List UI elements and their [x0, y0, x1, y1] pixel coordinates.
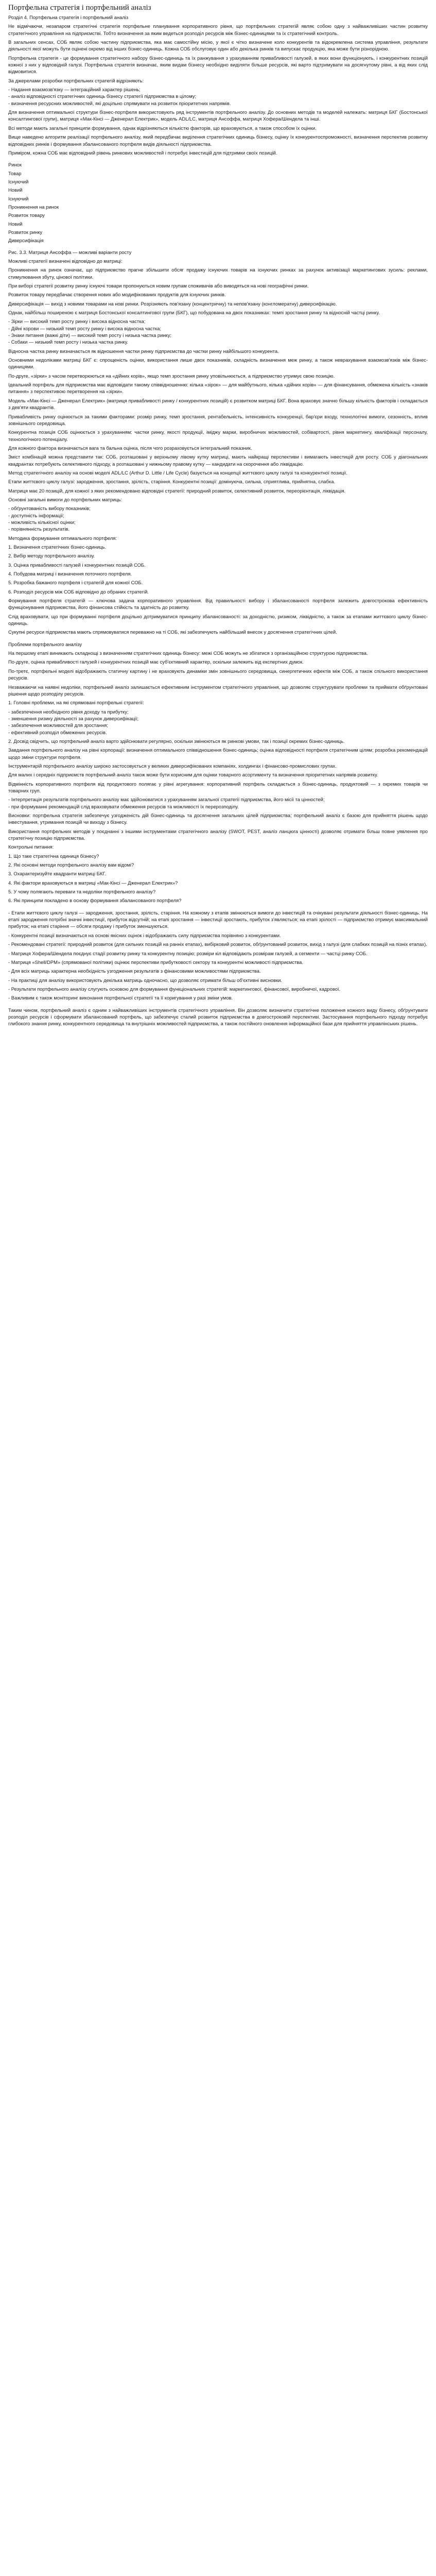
paragraph: 6. Розподіл ресурсів між СОБ відповідно до обраних стратегій. — [8, 588, 149, 595]
paragraph: Портфельна стратегія - це формування стратегічного набору бізнес-одиниць та їх ранжування з урахуванням привабливості галузей, в яких вони функціонують, і конкурентних позицій кожної з них у відповідній галузі. Портфельна стратегія визначає, яким видам бізнесу необхідно виділяти більше ресурсів, які варто підтримувати на досягнутому рівні, а від яких слід відмовитися. — [8, 55, 429, 75]
paragraph: Привабливість ринку оцінюється за такими факторами: розмір ринку, темп зростання, рентабельність, інтенсивність конкуренції, бар'єри входу, технологічні вимоги, сезонність, вплив зовнішнього середовища. — [8, 413, 429, 426]
paragraph: Матриця має 20 позицій, для кожної з яких рекомендовано відповідні стратегії: природний розвиток, селективний розвиток, переорієнтація, ліквідація. — [8, 487, 346, 494]
paragraph: 1. Що таке стратегічна одиниця бізнесу? — [8, 853, 99, 859]
paragraph: Не відмічаючи, незапаром стратегічні стратегія портфельне планування корпоративного рівня, що портфельних стратегій являє собою одну з найважливіших частин розвитку стратегічного управління на підприємстві. Тобто визначення за яким ведеться розподіл ресурсів між бізнес-одиницями та їх стратегічний контроль. — [8, 23, 429, 36]
paragraph: В загальних сенсах, СОБ являє собою частину підприємства, яка має самостійну місію, у якої є чітко визначене коло конкурентів та відокремлена система управління, результати діяльності якої можуть бути оцінені окремо від інших бізнес-одиниць. Кожна СОБ обслуговує один або декілька ринків та випускає продукцію, яка може бути різнорідною. — [8, 39, 429, 52]
paragraph: Ідеальний портфель для підприємства має відповідати такому співвідношенню: кілька «зірок» — для майбутнього, кілька «дійних корів» — для фінансування, обмежена кількість «знаків питання» з перспективою перетворення на «зірки». — [8, 382, 429, 395]
paragraph: - Результати портфельного аналізу слугують основою для формування функціональних стратегій: маркетингової, фінансової, виробничої, кадрової. — [8, 986, 341, 992]
paragraph: 2. Досвід свідчить, що портфельний аналіз варто здійснювати регулярно, оскільки змінюються як ринкові умови, так і позиції окремих бізнес-одиниць. — [8, 738, 345, 744]
paragraph: По-друге, оцінка привабливості галузей і конкурентних позицій має суб'єктивний характер, оскільки залежить від експертних думок. — [8, 659, 304, 665]
paragraph: Розвиток товару передбачає створення нових або модифікованих продуктів для існуючих ринків. — [8, 292, 226, 298]
paragraph: Розділ 4. Портфельна стратегія і портфельний аналіз — [8, 14, 129, 20]
paragraph: 3. Охарактеризуйте квадранти матриці БКГ. — [8, 871, 106, 877]
paragraph: Методика формування оптимального портфеля: — [8, 535, 117, 541]
paragraph: Висновки: портфельна стратегія забезпечує узгодженість дій бізнес-одиниць та досягнення загальних цілей підприємства; портфельний аналіз є базою для прийняття рішень щодо інвестування, утримання позицій чи виходу з бізнесу. — [8, 812, 429, 825]
list-item: Новий — [8, 187, 23, 193]
paragraph: Етапи життєвого циклу галузі: зародження, зростання, зрілість, старіння. Конкурентні позиції: домінуюча, сильна, сприятлива, прийнятна, слабка. — [8, 479, 336, 485]
paragraph: - Матриця Хофера/Шендела поєднує стадії розвитку ринку та конкурентну позицію; розміри кіл відповідають розмірам галузей, а сегменти — частці ринку СОБ. — [8, 950, 368, 956]
paragraph: - Надання взаємозв'язку — інтеграційний характер рішень; - аналіз відповідності стратегічних одиниць бізнесу стратегії підприємства в цілому; - визначення ресурсних можливостей, які доцільно спрямувати на розвиток пріоритетних напрямів. — [8, 87, 231, 106]
paragraph: Сукупні ресурси підприємства мають спрямовуватися переважно на ті СОБ, які забезпечують найбільший внесок у досягнення стратегічних цілей. — [8, 629, 337, 635]
paragraph: Основні загальні вимоги до портфельних матриць: — [8, 496, 123, 502]
list-item: Проникнення на ринок — [8, 204, 59, 210]
paragraph: За джерелами розробки портфельних стратегій відрізняють: — [8, 77, 144, 83]
list-item: Товар — [8, 170, 22, 176]
paragraph: 5. У чому полягають переваги та недоліки портфельного аналізу? — [8, 889, 156, 895]
list-item: Існуючий — [8, 178, 29, 184]
paragraph: Проблеми портфельного аналізу — [8, 641, 82, 647]
paragraph: 6. Які принципи покладено в основу формування збалансованого портфеля? — [8, 897, 182, 904]
paragraph: Диверсифікація — вихід з новими товарами на нові ринки. Розрізняють пов'язану (концентричну) та непов'язану (конгломератну) диверсифікацію. — [8, 300, 337, 307]
paragraph: Приміром, кожна СОБ має відповідний рівень ринкових можливостей і потребує інвестицій для підтримки своїх позицій. — [8, 149, 277, 156]
list-item: Ринок — [8, 162, 22, 168]
paragraph: 3. Оцінка привабливості галузей і конкурентних позицій СОБ. — [8, 562, 146, 568]
paragraph: При виборі стратегії розвитку ринку існуючі товари пропонуються новим групам споживачів або виводяться на нові географічні ринки. — [8, 283, 309, 289]
paragraph: - забезпечення необхідного рівня доходу та прибутку; - зменшення ризику діяльності за рахунок диверсифікації; - забезпечення можливостей для зростання; - ефективний розподіл обмежених ресурсів. — [8, 708, 139, 735]
list-item: Розвиток ринку — [8, 229, 43, 235]
paragraph: 2. Які основні методи портфельного аналізу вам відомі? — [8, 862, 134, 868]
paragraph: Використання портфельних методів у поєднанні з іншими інструментами стратегічного аналізу (SWOT, PEST, аналіз ланцюга цінності) дозволяє отримати більш повне уявлення про стратегічну позицію підприємства. — [8, 828, 429, 841]
paragraph: Можливі стратегії визначені відповідно до матриці: — [8, 258, 123, 264]
paragraph: Однак, найбільш поширеною є матриця Бостонської консалтингової групи (БКГ), що побудована на двох показниках: темпі зростання ринку та відносній частці ринку. — [8, 310, 380, 316]
paragraph: Відносна частка ринку визначається як відношення частки ринку підприємства до частки ринку найбільшого конкурента. — [8, 348, 279, 354]
paragraph: Модель «Мак-Кінсі — Дженерал Електрик» (матриця привабливості ринку / конкурентних позицій) є розвитком матриці БКГ. Вона враховує значно більшу кількість факторів і складається з дев'яти квадрантів. — [8, 397, 429, 411]
list-item: Існуючий — [8, 195, 29, 201]
paragraph: - Зірки — високий темп росту ринку і висока відносна частка; - Дійні корови — низький темп росту ринку і висока відносна частка; - Знаки питання (важкі діти) — високий темп росту і низька частка ринку; - Собаки — низький темп росту і низька частка ринку. — [8, 318, 172, 345]
paragraph: Таким чином, портфельний аналіз є одним з найважливіших інструментів стратегічного управління. Він дозволяє визначити стратегічне положення кожного виду бізнесу, обґрунтувати розподіл ресурсів і сформувати збалансований портфель, що забезпечує сталий розвиток підприємства в довгостроковій перспективі. Застосування портфельного підходу потребує глибокого знання ринку, конкурентного середовища та внутрішніх можливостей підприємства, а також постійного оновлення інформаційної бази для прийняття управлінських рішень. — [8, 1007, 429, 1027]
paragraph: - Важливим є також моніторинг виконання портфельної стратегії та її коригування у разі зміни умов. — [8, 995, 233, 1001]
list-item: Розвиток товару — [8, 212, 45, 218]
paragraph: - Для всіх матриць характерна необхідність узгодження результатів з фінансовими можливостями підприємства. — [8, 968, 261, 974]
paragraph: - обґрунтованість вибору показників; - доступність інформації; - можливість кількісної оцінки; - порівнянність результатів. — [8, 505, 91, 532]
paragraph: Основними недоліками матриці БКГ є: спрощеність оцінки, використання лише двох показників, складність визначення меж ринку, а також неврахування взаємозв'язків між бізнес-одиницями. — [8, 357, 428, 370]
paragraph: - Інтерпретація результатів портфельного аналізу має здійснюватися з урахуванням загальної стратегії підприємства, його місії та цінностей; - при формуванні рекомендацій слід враховувати обмеження ресурсів та можливості їх перерозподілу. — [8, 796, 325, 809]
paragraph: 2. Вибір методу портфельного аналізу. — [8, 553, 95, 559]
paragraph: - Конкурентні позиції визначаються на основі якісних оцінок і відображають силу підприємства порівняно з конкурентами. — [8, 932, 281, 938]
paragraph: Для кожного фактора визначається вага та бальна оцінка, після чого розраховується інтегральний показник. — [8, 445, 252, 451]
paragraph: - На практиці для аналізу використовують декілька матриць одночасно, що дозволяє отримати більш об'єктивні висновки. — [8, 977, 282, 983]
paragraph: Завдання портфельного аналізу на рівні корпорації: визначення оптимального співвідношення бізнес-одиниць; оцінка відповідності портфеля стратегічним цілям; розробка рекомендацій щодо зміни структури портфеля. — [8, 747, 429, 760]
paragraph: - Матриця «Shell/DPM» (спрямованої політики) оцінює перспективи прибутковості сектору та конкурентні можливості підприємства. — [8, 959, 303, 965]
paragraph: Конкурентна позиція СОБ оцінюється з урахуванням: частки ринку, якості продукції, іміджу марки, виробничих можливостей, собівартості, рівня маркетингу, кваліфікації персоналу, технологічного потенціалу. — [8, 429, 429, 442]
paragraph: Метод стратегічного аналізу на основі моделі ADL/LC (Arthur D. Little / Life Cycle) базується на концепції життєвого циклу галузі та конкурентної позиції. — [8, 469, 347, 476]
document — [0, 0, 436, 1040]
paragraph: Всі методи мають загальні принципи формування, однак відрізняються кількістю факторів, що враховуються, а також способом їх оцінки. — [8, 125, 317, 131]
paragraph: 1. Головні проблеми, на які спрямовані портфельні стратегії: — [8, 700, 144, 706]
paragraph: Вище наведено алгоритм реалізації портфельного аналізу, який передбачає виділення стратегічних одиниць бізнесу, оцінку їх конкурентоспроможності, визначення перспектив розвитку відповідних ринків і формування збалансованого портфеля видів діяльності підприємства. — [8, 134, 429, 147]
paragraph: - Етапи життєвого циклу галузі — зародження, зростання, зрілість, старіння. На кожному з етапів змінюються вимоги до інвестицій та очікувані результати діяльності бізнес-одиниць. На етапі зародження потрібні значні інвестиції, прибуток відсутній; на етапі зростання — інвестиції зростають, прибуток з'являється; на етапі зрілості — підприємство отримує максимальний прибуток; на етапі старіння — обсяги продажу і прибуток зменшуються. — [8, 909, 429, 929]
paragraph: Зміст комбінацій можна представити так: СОБ, розташовані у верхньому лівому кутку матриці, мають найкращі перспективи і вимагають інвестицій для росту. СОБ у діагональних квадрантах потребують селективного підходу, а розташовані у нижньому правому кутку — кандидати на скорочення або ліквідацію. — [8, 454, 429, 467]
paragraph: 1. Визначення стратегічних бізнес-одиниць. — [8, 544, 107, 550]
paragraph: Слід враховувати, що при формуванні портфеля доцільно дотримуватися принципу збалансованості: за доходністю, ризиком, ліквідністю, а також за етапами життєвого циклу бізнес-одиниць. — [8, 613, 428, 626]
paragraph: 4. Побудова матриці і визначення поточного портфеля. — [8, 571, 132, 577]
paragraph: - Рекомендовані стратегії: природний розвиток (для сильних позицій на ранніх етапах), вибірковий розвиток, обґрунтований розвиток, вихід з галузі (для слабких позицій на пізніх етапах). — [8, 941, 427, 947]
page-title: Портфельна стратегія і портфельний аналіз — [8, 4, 151, 12]
paragraph: Інструментарій портфельного аналізу широко застосовується у великих диверсифікованих компаніях, холдингах і фінансово-промислових групах. — [8, 762, 337, 769]
paragraph: Рис. 3.3. Матриця Ансоффа — можливі варіанти росту — [8, 249, 132, 255]
paragraph: По-друге, «зірки» з часом перетворюються на «дійних корів», якщо темп зростання ринку уповільнюється, а підприємство утримує свою позицію. — [8, 372, 335, 379]
paragraph: По-третє, портфельні моделі відображають статичну картину і не враховують динаміки змін зовнішнього середовища, синергетичних ефектів між СОБ, а також спільного використання ресурсів. — [8, 668, 429, 681]
list-item: Новий — [8, 221, 23, 227]
paragraph: Відмінність корпоративного портфеля від продуктового полягає у рівні агрегування: корпоративний портфель складається з бізнес-одиниць, продуктовий — з окремих товарів чи товарних груп. — [8, 781, 429, 793]
paragraph: 5. Розробка бажаного портфеля і стратегій для кожної СОБ. — [8, 580, 143, 586]
paragraph: 4. Які фактори враховуються в матриці «Мак-Кінсі — Дженерал Електрик»? — [8, 879, 178, 886]
paragraph: Незважаючи на наявні недоліки, портфельний аналіз залишається ефективним інструментом стратегічного управління, що дозволяє структурувати проблеми та приймати обґрунтовані рішення щодо розподілу ресурсів. — [8, 684, 429, 697]
paragraph: Формування портфеля стратегій — ключова задача корпоративного управління. Від правильності вибору і збалансованості портфеля залежить довгострокова ефективність функціонування підприємства, його фінансова стійкість та здатність до розвитку. — [8, 598, 429, 611]
paragraph: Для визначення оптимальної структури бізнес-портфеля використовують ряд інструментів портфельного аналізу. До основних методів та моделей належать: матриця БКГ (Бостонської консалтингової групи), матриця «Мак-Кінсі — Дженерал Електрик», модель ADL/LC, матриця Ансоффа, матриця Хофера/Шендела та інші. — [8, 109, 429, 122]
document-body — [8, 14, 428, 1027]
list-item: Диверсифікація — [8, 238, 44, 244]
paragraph: Проникнення на ринок означає, що підприємство прагне збільшити обсяг продажу існуючих товарів на існуючих ринках за рахунок активізації маркетингових зусиль: реклами, стимулювання збуту, цінової політики. — [8, 267, 429, 280]
paragraph: Для малих і середніх підприємств портфельний аналіз також може бути корисним для оцінки товарного асортименту та визначення пріоритетних напрямів розвитку. — [8, 772, 378, 778]
paragraph: На першому етапі виникають складнощі з визначенням стратегічних одиниць бізнесу: межі СОБ можуть не збігатися з організаційною структурою підприємства. — [8, 650, 368, 656]
paragraph: Контрольні питання: — [8, 844, 54, 850]
